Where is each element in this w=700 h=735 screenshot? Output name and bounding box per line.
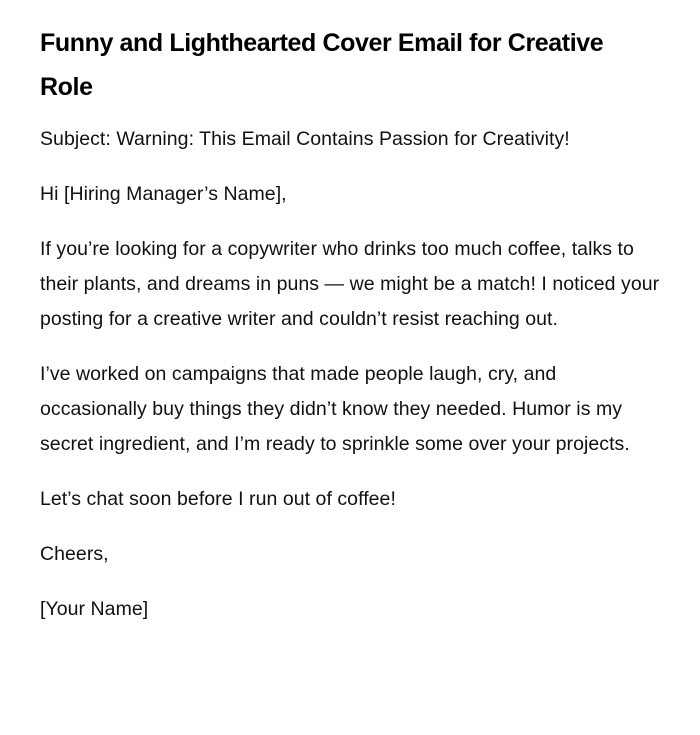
email-signature: [Your Name] (40, 598, 149, 620)
email-body-paragraph-1: If you’re looking for a copywriter who drinks too much coffee, talks to their plants, and dreams in puns — we might be a match! I noticed your posting for a creative writer and couldn’t resist reaching out. (40, 238, 660, 330)
email-body-paragraph-3: Let’s chat soon before I run out of coffee! (40, 488, 396, 510)
email-greeting: Hi [Hiring Manager’s Name], (40, 183, 287, 205)
email-body-paragraph-2: I’ve worked on campaigns that made people laugh, cry, and occasionally buy things they didn’t know they needed. Humor is my secret ingredient, and I’m ready to sprinkle some over your projects. (40, 363, 630, 455)
email-subject-line: Subject: Warning: This Email Contains Passion for Creativity! (40, 128, 570, 150)
document-title: Funny and Lighthearted Cover Email for Creative Role (40, 29, 604, 101)
email-closing: Cheers, (40, 543, 109, 565)
